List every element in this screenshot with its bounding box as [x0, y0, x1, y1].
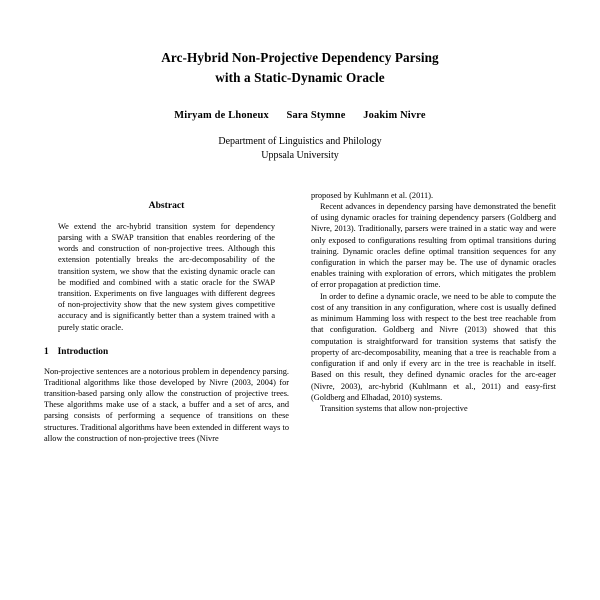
left-paragraph-1: Non-projective sentences are a notorious problem in dependency parsing. Traditional algorithms like those developed by Nivre (2003, 2004) for transition-based parsing only allow the construction of projective trees. These algorithms make use of a stack, a buffer and a set of arcs, and parsing consists of performing a sequence of transitions on these structures. Traditional algorithms have been extended in different ways to allow the construction of non-projective trees (Nivre — [44, 366, 289, 443]
abstract-heading: Abstract — [148, 199, 185, 211]
right-paragraph-3: In order to define a dynamic oracle, we need to be able to compute the cost of any transition in any configuration, where cost is usually defined as minimum Hamming loss with respect to the best tree reachable from that configuration. Goldberg and Nivre (2013) showed that this computation is straightforward for transition systems that satisfy the property of arc-decomposability, meaning that a tree is reachable from a configuration if and only if every arc in the tree is reachable in itself. Based on this result, they defined dynamic oracles for the arc-eager (Nivre, 2003), arc-hybrid (Kuhlmann et al., 2011) and easy-first (Goldberg and Elhadad, 2010) systems. — [311, 291, 556, 402]
abstract-paragraph: We extend the arc-hybrid transition system for dependency parsing with a SWAP transition that enables reordering of the words and construction of non-projective trees. Although this extension potentially breaks the arc-decomposability of the transition system, we show that the existing dynamic oracle can be modified and combined with a static oracle for the SWAP transition. Experiments on five languages with different degrees of non-projectivity show that the new system gives competitive accuracy and is significantly better than a system trained with a purely static oracle. — [58, 221, 275, 332]
right-column — [311, 190, 556, 445]
title-line-2: with a Static-Dynamic Oracle — [215, 69, 385, 85]
author-1: Miryam de Lhoneux — [174, 109, 269, 121]
abstract-text — [44, 221, 289, 333]
author-list — [44, 110, 556, 121]
section-number: 1 — [44, 346, 49, 357]
section-title: Introduction — [57, 346, 109, 357]
author-2: Sara Stymne — [286, 109, 346, 121]
affiliation-line-1: Department of Linguistics and Philology — [218, 135, 382, 147]
right-paragraph-2: Recent advances in dependency parsing have demonstrated the benefit of using dynamic oracles for training dependency parsers (Goldberg and Nivre, 2013). Traditionally, parsers were trained in a static way and were only exposed to configurations resulting from optimal transitions during training. Dynamic oracles define optimal transition sequences for any configuration in which the parser may be. The use of dynamic oracles enables training with exploration of errors, which mitigates the problem of error propagation at prediction time. — [311, 201, 556, 290]
left-column — [44, 190, 289, 445]
affiliation — [44, 135, 556, 164]
author-3: Joakim Nivre — [363, 109, 426, 121]
title-line-1: Arc-Hybrid Non-Projective Dependency Parsing — [161, 50, 439, 65]
page-title — [44, 48, 556, 88]
right-paragraph-1: proposed by Kuhlmann et al. (2011). — [311, 190, 434, 200]
affiliation-line-2: Uppsala University — [261, 150, 339, 162]
right-paragraph-4: Transition systems that allow non-projective — [320, 404, 468, 414]
section-heading-introduction — [44, 346, 289, 359]
two-column-body — [44, 190, 556, 445]
